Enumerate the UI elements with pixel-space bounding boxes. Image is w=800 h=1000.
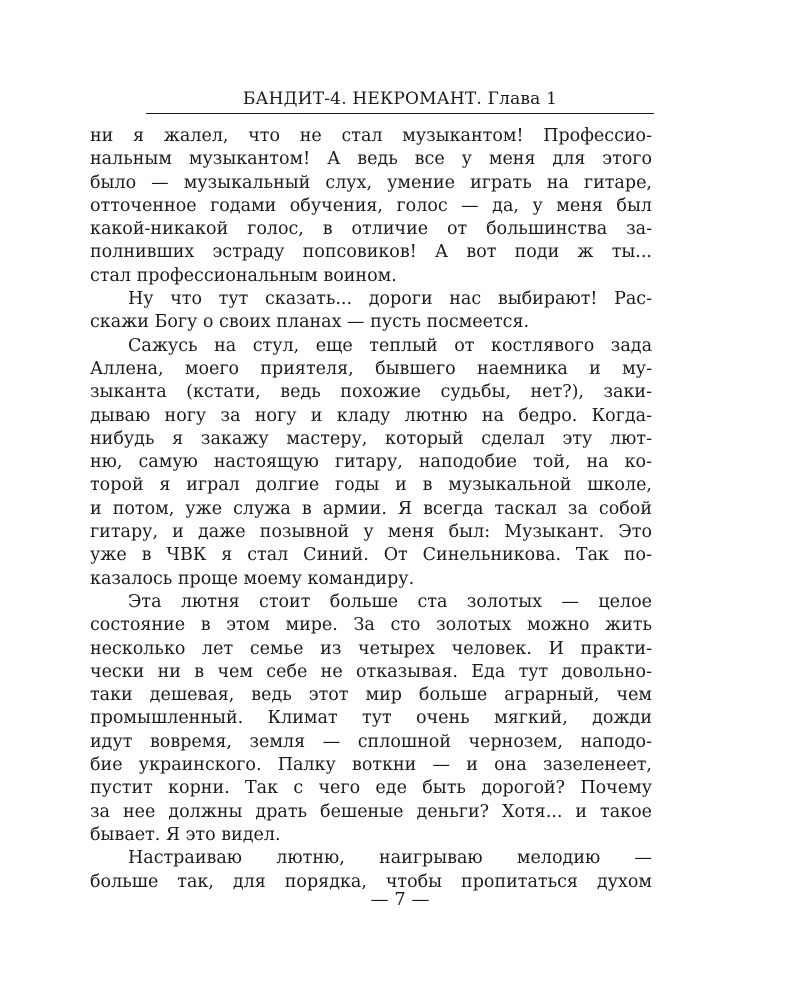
text-line: полнивших эстраду попсовиков! А вот поди ж ты... bbox=[90, 242, 652, 263]
page-number: — 7 — bbox=[370, 889, 430, 910]
text-line: больше так, для порядка, чтобы пропитаться духом bbox=[90, 871, 652, 892]
body-text bbox=[90, 125, 652, 894]
text-line: уже в ЧВК я стал Синий. От Синельникова. Так по- bbox=[90, 545, 652, 566]
text-line: бие украинского. Палку воткни — и она зазеленеет, bbox=[90, 755, 652, 776]
text-line: ни я жалел, что не стал музыкантом! Профессио- bbox=[90, 126, 652, 146]
text-line: гитару, и даже позывной у меня был: Музыкант. Это bbox=[90, 522, 652, 543]
text-line: пустит корни. Так с чего еде быть дорогой? Почему bbox=[90, 778, 652, 799]
text-line: нальным музыкантом! А ведь все у меня для этого bbox=[90, 149, 652, 170]
text-line: Ну что тут сказать... дороги нас выбирают! Рас- bbox=[128, 289, 652, 310]
text-line: чески ни в чем себе не отказывая. Еда тут довольно- bbox=[90, 661, 652, 682]
text-line: Эта лютня стоит больше ста золотых — целое bbox=[128, 591, 652, 612]
text-line: отточенное годами обучения, голос — да, у меня был bbox=[90, 195, 652, 216]
text-line: нибудь я закажу мастеру, который сделал эту лют- bbox=[90, 428, 652, 449]
text-line: Настраиваю лютню, наигрываю мелодию — bbox=[128, 848, 652, 869]
text-line: казалось проще моему командиру. bbox=[90, 568, 415, 589]
text-line: Сажусь на стул, еще теплый от костлявого зада bbox=[128, 335, 652, 356]
text-line: какой-никакой голос, в отличие от большинства за- bbox=[90, 219, 652, 240]
text-line: Аллена, моего приятеля, бывшего наемника и му- bbox=[90, 358, 652, 379]
header-rule bbox=[146, 113, 654, 114]
text-line: ню, самую настоящую гитару, наподобие той, на ко- bbox=[90, 452, 652, 473]
text-line: бывает. Я это видел. bbox=[90, 824, 281, 845]
text-line: промышленный. Климат тут очень мягкий, дожди bbox=[90, 708, 652, 729]
text-line: таки дешевая, ведь этот мир больше аграрный, чем bbox=[90, 685, 652, 706]
text-line: зыканта (кстати, ведь похожие судьбы, нет?), заки- bbox=[90, 382, 652, 403]
text-line: скажи Богу о своих планах — пусть посмеется. bbox=[90, 312, 530, 333]
text-line: идут вовремя, земля — сплошной чернозем, наподо- bbox=[90, 731, 652, 752]
text-line: и потом, уже служа в армии. Я всегда таскал за собой bbox=[90, 498, 652, 519]
text-line: дываю ногу за ногу и кладу лютню на бедро. Когда- bbox=[90, 405, 652, 426]
text-line: состояние в этом мире. За сто золотых можно жить bbox=[90, 615, 652, 636]
text-line: было — музыкальный слух, умение играть на гитаре, bbox=[90, 172, 652, 193]
text-line: за нее должны драть бешеные деньги? Хотя... и такое bbox=[90, 801, 652, 822]
text-line: несколько лет семье из четырех человек. И практи- bbox=[90, 638, 652, 659]
text-line: стал профессиональным воином. bbox=[90, 265, 397, 286]
running-header: БАНДИТ-4. НЕКРОМАНТ. Глава 1 bbox=[242, 89, 558, 109]
text-line: торой я играл долгие годы и в музыкальной школе, bbox=[90, 475, 652, 496]
